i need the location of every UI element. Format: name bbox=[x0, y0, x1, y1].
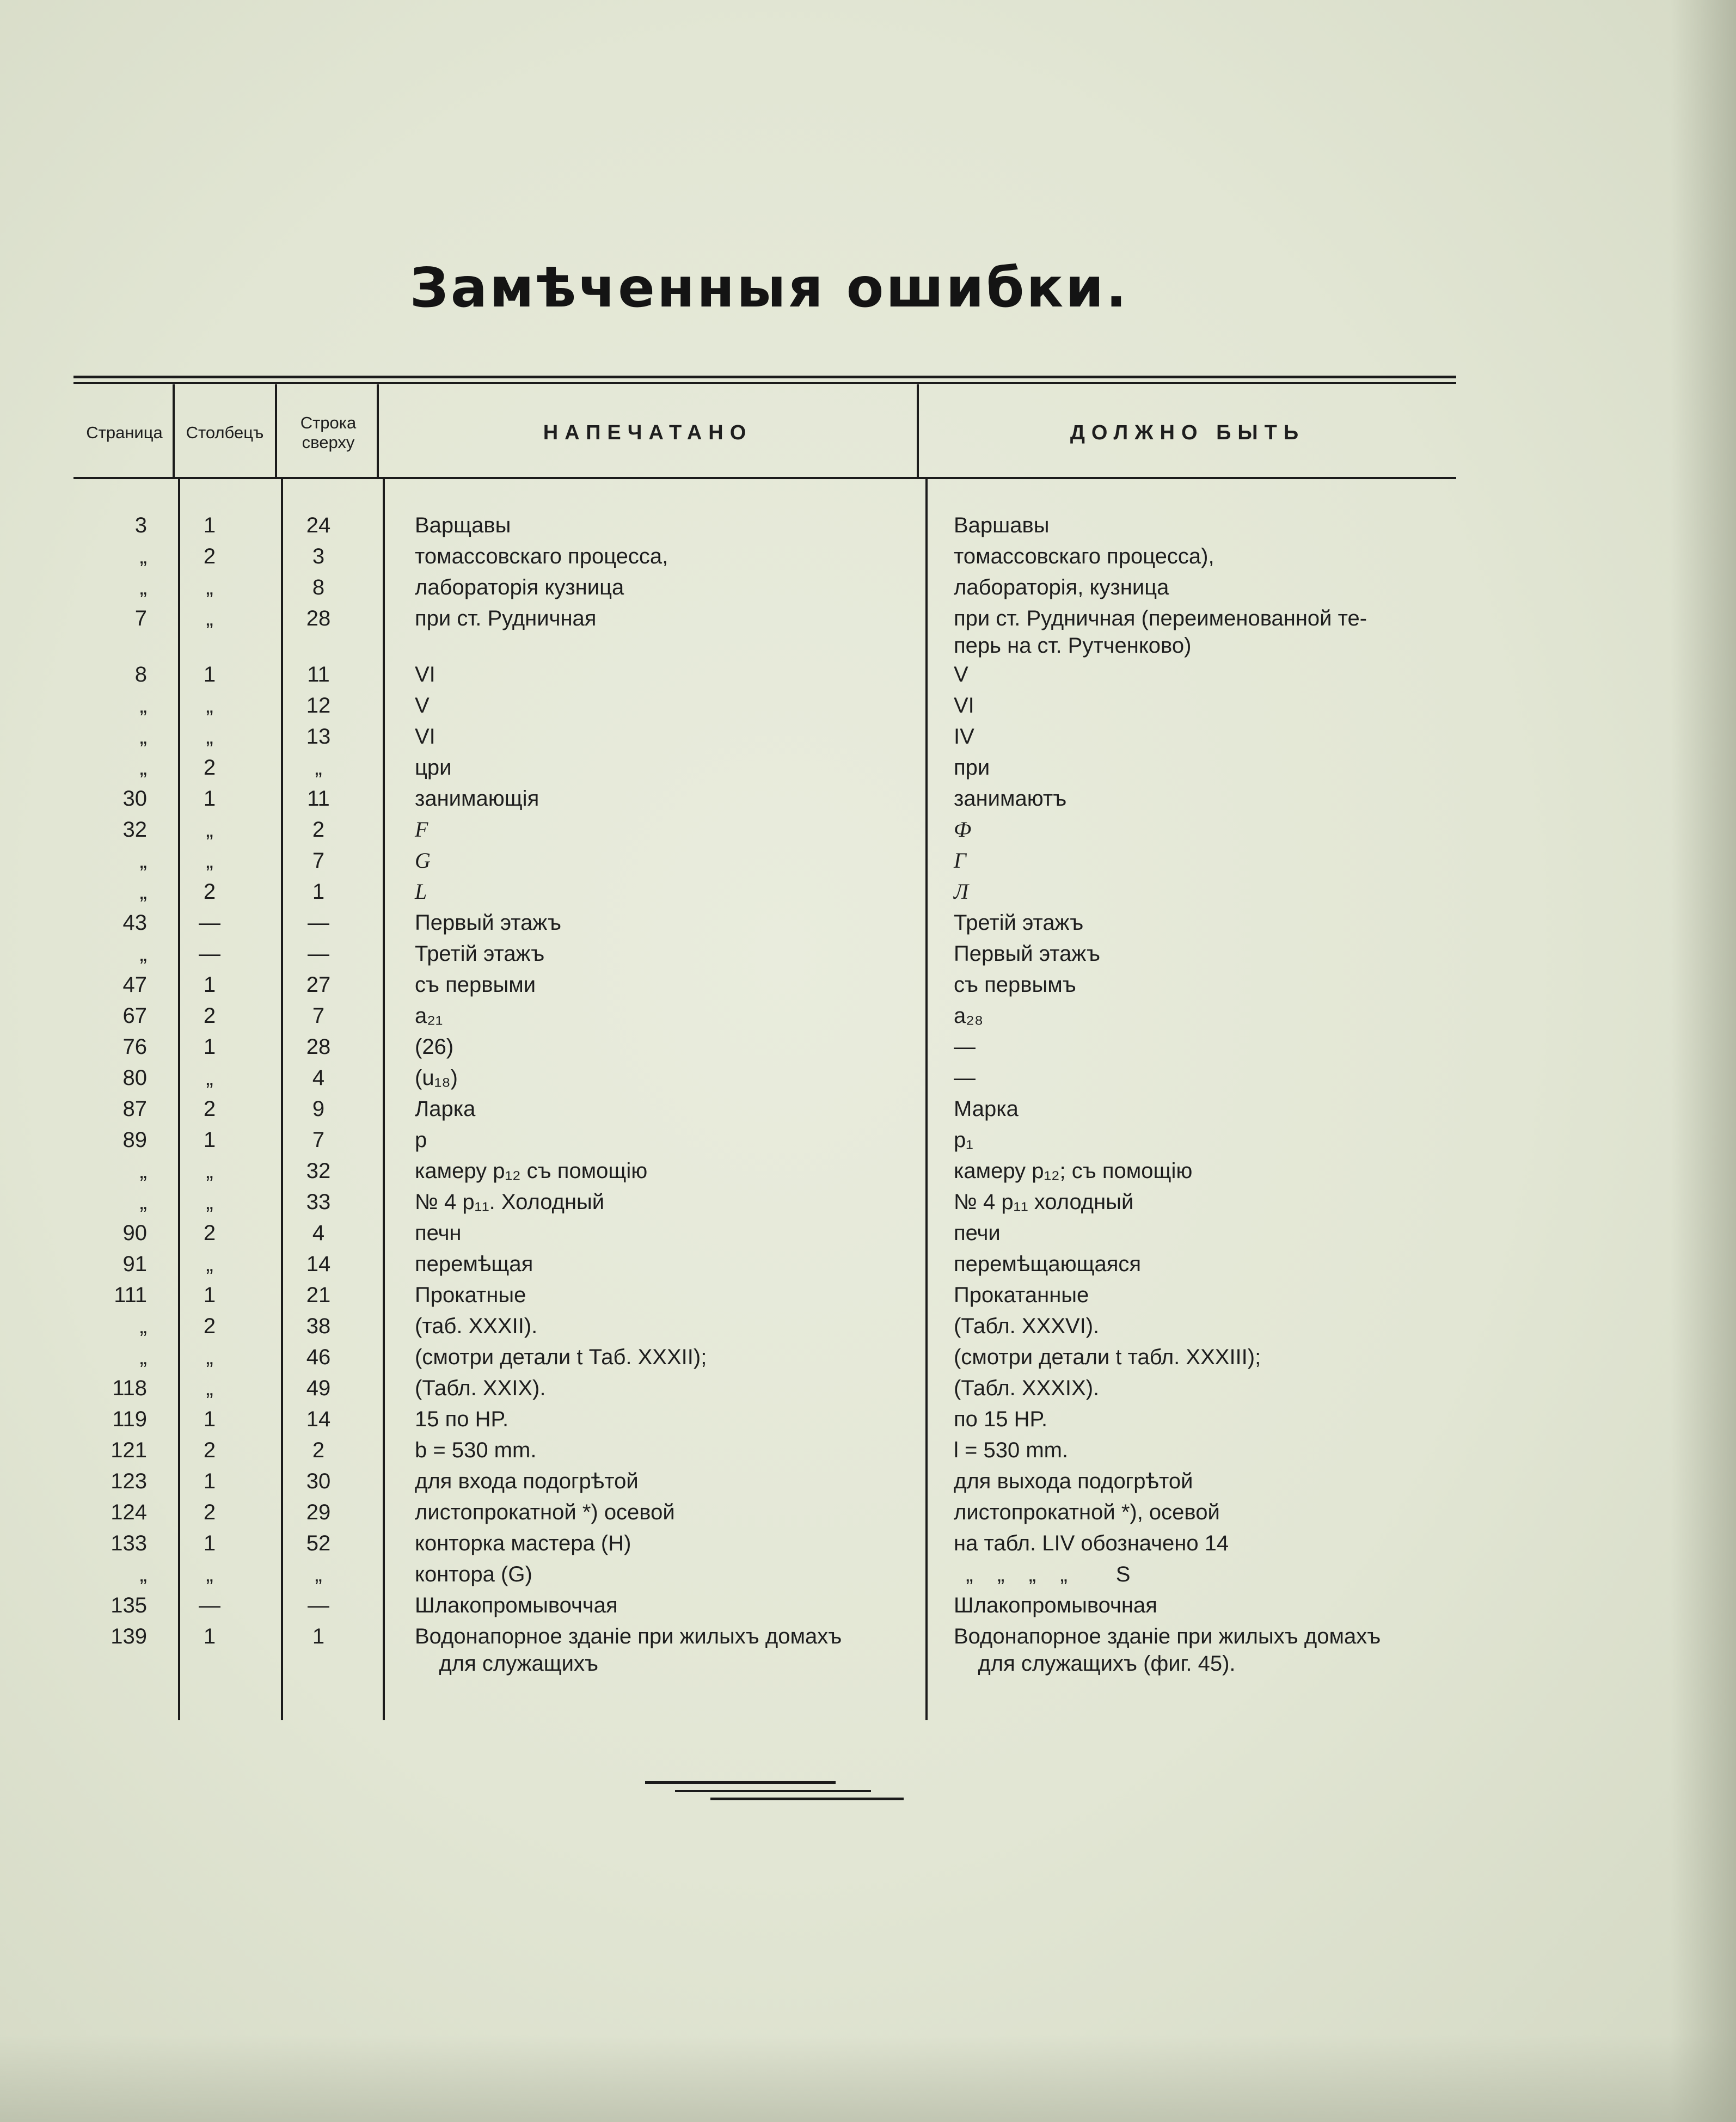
correct-text: Третій этажъ bbox=[954, 911, 1084, 935]
correct-text: Шлакопромывочная bbox=[954, 1593, 1157, 1617]
page-number: „ bbox=[139, 880, 147, 904]
printed-text: цри bbox=[415, 756, 452, 780]
printed-text: съ первыми bbox=[415, 973, 536, 997]
table-row bbox=[0, 1033, 1538, 1064]
page-number: 90 bbox=[122, 1221, 147, 1245]
line-number: „ bbox=[315, 756, 322, 780]
page-number: 32 bbox=[122, 818, 147, 842]
page-number: 80 bbox=[122, 1066, 147, 1090]
printed-text: лабораторія кузница bbox=[415, 575, 624, 599]
printed-text: для входа подогрѣтой bbox=[415, 1469, 639, 1493]
printed-text: 15 по HP. bbox=[415, 1407, 509, 1431]
page-number: 87 bbox=[122, 1097, 147, 1121]
table-row bbox=[0, 605, 1538, 665]
table-row bbox=[0, 1188, 1538, 1219]
column-number: 2 bbox=[203, 1314, 216, 1338]
header-should-be: ДОЛЖНО БЫТЬ bbox=[1070, 421, 1305, 444]
header-column: Столбецъ bbox=[186, 423, 264, 442]
printed-text: листопрокатной *) осевой bbox=[415, 1500, 675, 1524]
column-number: — bbox=[199, 911, 220, 935]
correct-text: Г bbox=[954, 848, 966, 873]
correct-text: Марка bbox=[954, 1097, 1019, 1121]
correct-text: на табл. LIV обозначено 14 bbox=[954, 1531, 1229, 1555]
column-number: 1 bbox=[203, 1469, 216, 1493]
column-number: — bbox=[199, 1593, 220, 1617]
line-number: 7 bbox=[312, 1128, 325, 1152]
printed-text: Шлакопромывоччая bbox=[415, 1593, 618, 1617]
table-row bbox=[0, 512, 1538, 543]
correct-text: „ „ „ „ S bbox=[954, 1562, 1131, 1586]
correct-text: при ст. Рудничная (переименованной те- перь на ст. Рутченково) bbox=[954, 606, 1367, 658]
column-number: 2 bbox=[203, 1004, 216, 1028]
line-number: 12 bbox=[306, 694, 331, 717]
line-number: 9 bbox=[312, 1097, 325, 1121]
page-edge-shadow bbox=[1671, 0, 1736, 2122]
table-row bbox=[0, 816, 1538, 847]
printed-text: (смотри детали t Таб. XXXII); bbox=[415, 1345, 707, 1369]
correct-text: съ первымъ bbox=[954, 973, 1076, 997]
line-number: 38 bbox=[306, 1314, 331, 1338]
correct-text: a₂₈ bbox=[954, 1004, 984, 1028]
line-number: 7 bbox=[312, 849, 325, 873]
line-number: 49 bbox=[306, 1376, 331, 1400]
column-number: 2 bbox=[203, 756, 216, 780]
line-number: 28 bbox=[306, 1035, 331, 1059]
printed-text: V bbox=[415, 694, 430, 717]
line-number: 52 bbox=[306, 1531, 331, 1555]
column-number: „ bbox=[206, 575, 213, 599]
column-number: 2 bbox=[203, 544, 216, 568]
table-row bbox=[0, 1344, 1538, 1375]
correct-text: (Табл. XXXIX). bbox=[954, 1376, 1100, 1400]
correct-text: по 15 HP. bbox=[954, 1407, 1048, 1431]
page-number: 76 bbox=[122, 1035, 147, 1059]
column-number: „ bbox=[206, 1562, 213, 1586]
correct-text: Прокатанные bbox=[954, 1283, 1089, 1307]
page-number: 121 bbox=[111, 1438, 147, 1462]
page-number: 3 bbox=[134, 513, 147, 537]
page-number: 67 bbox=[122, 1004, 147, 1028]
printed-text: Водонапорное зданіе при жилыхъ домахъ для служащихъ bbox=[415, 1624, 842, 1676]
printed-text: G bbox=[415, 848, 431, 873]
column-number: 1 bbox=[203, 1407, 216, 1431]
table-row bbox=[0, 543, 1538, 574]
page-number: 118 bbox=[112, 1376, 147, 1400]
header-page: Страница bbox=[86, 423, 163, 442]
line-number: 30 bbox=[306, 1469, 331, 1493]
printed-text: VI bbox=[415, 663, 435, 686]
table-row bbox=[0, 661, 1538, 692]
printed-text: (таб. XXXII). bbox=[415, 1314, 538, 1338]
table-row bbox=[0, 878, 1538, 909]
table-row bbox=[0, 847, 1538, 878]
line-number: 11 bbox=[307, 663, 330, 686]
column-number: 1 bbox=[203, 1128, 216, 1152]
line-number: 14 bbox=[306, 1407, 331, 1431]
line-number: 27 bbox=[306, 973, 331, 997]
line-number: 3 bbox=[312, 544, 325, 568]
correct-text: печи bbox=[954, 1221, 1001, 1245]
line-number: 13 bbox=[306, 725, 331, 749]
correct-text: VI bbox=[954, 694, 974, 717]
table-row bbox=[0, 1250, 1538, 1281]
column-number: „ bbox=[206, 1345, 213, 1369]
table-row bbox=[0, 1157, 1538, 1188]
closing-ornament-line-2 bbox=[675, 1790, 871, 1792]
table-row bbox=[0, 1499, 1538, 1530]
column-number: 1 bbox=[203, 1035, 216, 1059]
table-row bbox=[0, 1313, 1538, 1344]
table-row bbox=[0, 1219, 1538, 1250]
page-number: 123 bbox=[111, 1469, 147, 1493]
printed-text: (Табл. XXIX). bbox=[415, 1376, 546, 1400]
printed-text: (26) bbox=[415, 1035, 454, 1059]
closing-ornament-line-3 bbox=[710, 1798, 904, 1800]
page-number: „ bbox=[139, 544, 147, 568]
page-number: „ bbox=[139, 1159, 147, 1183]
correct-text: Варшавы bbox=[954, 513, 1050, 537]
correct-text: l = 530 mm. bbox=[954, 1438, 1069, 1462]
table-row bbox=[0, 971, 1538, 1002]
correct-text: IV bbox=[954, 725, 974, 749]
correct-text: занимаютъ bbox=[954, 787, 1067, 811]
correct-text: Первый этажъ bbox=[954, 942, 1100, 966]
page-number: 89 bbox=[122, 1128, 147, 1152]
line-number: — bbox=[308, 942, 329, 966]
correct-text: (Табл. XXXVI). bbox=[954, 1314, 1100, 1338]
line-number: 46 bbox=[306, 1345, 331, 1369]
table-row bbox=[0, 1561, 1538, 1592]
line-number: 29 bbox=[306, 1500, 331, 1524]
closing-ornament-line-1 bbox=[645, 1781, 836, 1784]
printed-text: № 4 p₁₁. Холодный bbox=[415, 1190, 605, 1214]
correct-text: Ф bbox=[954, 817, 972, 842]
correct-text: при bbox=[954, 756, 990, 780]
column-number: „ bbox=[206, 1252, 213, 1276]
line-number: 4 bbox=[312, 1066, 325, 1090]
page-number: 43 bbox=[122, 911, 147, 935]
printed-text: VI bbox=[415, 725, 435, 749]
correct-text: перемѣщающаяся bbox=[954, 1252, 1142, 1276]
page-number: „ bbox=[139, 942, 147, 966]
table-row bbox=[0, 574, 1538, 605]
page-title: Замѣченныя ошибки. bbox=[409, 256, 1129, 320]
column-number: 1 bbox=[203, 513, 216, 537]
printed-text: p bbox=[415, 1128, 427, 1152]
printed-text: a₂₁ bbox=[415, 1004, 443, 1028]
page-number: 133 bbox=[111, 1531, 147, 1555]
table-row bbox=[0, 785, 1538, 816]
column-number: 1 bbox=[203, 787, 216, 811]
page-number: 135 bbox=[111, 1593, 147, 1617]
column-number: 2 bbox=[203, 1500, 216, 1524]
printed-text: печн bbox=[415, 1221, 462, 1245]
column-number: „ bbox=[206, 1190, 213, 1214]
page-number: 8 bbox=[134, 663, 147, 686]
table-row bbox=[0, 1126, 1538, 1157]
page-number: 124 bbox=[111, 1500, 147, 1524]
printed-text: Третій этажъ bbox=[415, 942, 545, 966]
correct-text: томассовскаго процесса), bbox=[954, 544, 1214, 568]
page-bottom-shadow bbox=[0, 2035, 1736, 2122]
line-number: 1 bbox=[312, 880, 325, 904]
line-number: 7 bbox=[312, 1004, 325, 1028]
divider-column-line bbox=[275, 384, 277, 477]
line-number: 1 bbox=[312, 1624, 325, 1648]
top-rule-thin bbox=[73, 382, 1456, 384]
table-row bbox=[0, 1530, 1538, 1561]
column-number: 1 bbox=[203, 1283, 216, 1307]
printed-text: томассовскаго процесса, bbox=[415, 544, 668, 568]
page-number: 7 bbox=[134, 606, 147, 630]
line-number: 4 bbox=[312, 1221, 325, 1245]
line-number: 11 bbox=[307, 787, 330, 811]
correct-text: камеру p₁₂; съ помощію bbox=[954, 1159, 1193, 1183]
correct-text: — bbox=[954, 1066, 976, 1090]
correct-text: лабораторія, кузница bbox=[954, 575, 1169, 599]
page-number: 111 bbox=[114, 1283, 147, 1307]
line-number: — bbox=[308, 911, 329, 935]
page-number: 47 bbox=[122, 973, 147, 997]
printed-text: при ст. Рудничная bbox=[415, 606, 597, 630]
table-row bbox=[0, 1468, 1538, 1499]
page-number: 139 bbox=[111, 1624, 147, 1648]
table-row bbox=[0, 1002, 1538, 1033]
column-number: 1 bbox=[203, 973, 216, 997]
table-row bbox=[0, 1437, 1538, 1468]
page-number: 30 bbox=[122, 787, 147, 811]
table-row bbox=[0, 1064, 1538, 1095]
column-number: 2 bbox=[203, 880, 216, 904]
correct-text: p₁ bbox=[954, 1128, 973, 1152]
printed-text: Прокатные bbox=[415, 1283, 526, 1307]
page-number: „ bbox=[139, 575, 147, 599]
line-number: 24 bbox=[306, 513, 331, 537]
table-row bbox=[0, 1623, 1538, 1683]
table-row bbox=[0, 1406, 1538, 1437]
page-number: „ bbox=[139, 756, 147, 780]
header-printed: НАПЕЧАТАНО bbox=[543, 421, 753, 444]
printed-text: Ларка bbox=[415, 1097, 476, 1121]
printed-text: F bbox=[415, 817, 428, 842]
correct-text: для выхода подогрѣтой bbox=[954, 1469, 1193, 1493]
table-row bbox=[0, 723, 1538, 754]
line-number: 8 bbox=[312, 575, 325, 599]
line-number: — bbox=[308, 1593, 329, 1617]
line-number: 14 bbox=[306, 1252, 331, 1276]
correct-text: V bbox=[954, 663, 968, 686]
column-number: „ bbox=[206, 725, 213, 749]
table-row bbox=[0, 754, 1538, 785]
column-number: 2 bbox=[203, 1221, 216, 1245]
column-number: „ bbox=[206, 818, 213, 842]
line-number: „ bbox=[315, 1562, 322, 1586]
printed-text: камеру p₁₂ съ помощію bbox=[415, 1159, 648, 1183]
page-number: „ bbox=[139, 1345, 147, 1369]
column-number: — bbox=[199, 942, 220, 966]
table-row bbox=[0, 1281, 1538, 1313]
line-number: 28 bbox=[306, 606, 331, 630]
correct-text: листопрокатной *), осевой bbox=[954, 1500, 1220, 1524]
printed-text: контора (G) bbox=[415, 1562, 532, 1586]
column-number: „ bbox=[206, 849, 213, 873]
line-number: 32 bbox=[306, 1159, 331, 1183]
printed-text: (u₁₈) bbox=[415, 1066, 458, 1090]
line-number: 2 bbox=[312, 1438, 325, 1462]
column-number: 1 bbox=[203, 663, 216, 686]
table-row bbox=[0, 909, 1538, 940]
correct-text: — bbox=[954, 1035, 976, 1059]
table-row bbox=[0, 940, 1538, 971]
printed-text: Первый этажъ bbox=[415, 911, 561, 935]
page-number: „ bbox=[139, 725, 147, 749]
page-number: 119 bbox=[112, 1407, 147, 1431]
column-number: „ bbox=[206, 606, 213, 630]
line-number: 2 bbox=[312, 818, 325, 842]
page-number: „ bbox=[139, 1190, 147, 1214]
correct-text: № 4 p₁₁ холодный bbox=[954, 1190, 1134, 1214]
column-number: „ bbox=[206, 694, 213, 717]
correct-text: Л bbox=[954, 879, 969, 904]
table-row bbox=[0, 1375, 1538, 1406]
line-number: 33 bbox=[306, 1190, 331, 1214]
column-number: 2 bbox=[203, 1097, 216, 1121]
header-line: Строка сверху bbox=[300, 413, 357, 452]
page-number: „ bbox=[139, 694, 147, 717]
table-row bbox=[0, 1592, 1538, 1623]
top-rule-thick bbox=[73, 376, 1456, 378]
printed-text: b = 530 mm. bbox=[415, 1438, 537, 1462]
printed-text: конторка мастера (H) bbox=[415, 1531, 631, 1555]
page-number: 91 bbox=[122, 1252, 147, 1276]
correct-text: Водонапорное зданіе при жилыхъ домахъ для служащихъ (фиг. 45). bbox=[954, 1624, 1381, 1676]
page-number: „ bbox=[139, 1562, 147, 1586]
column-number: „ bbox=[206, 1376, 213, 1400]
table-row bbox=[0, 1095, 1538, 1126]
printed-text: занимающія bbox=[415, 787, 539, 811]
page-number: „ bbox=[139, 1314, 147, 1338]
printed-text: Варщавы bbox=[415, 513, 511, 537]
column-number: 1 bbox=[203, 1624, 216, 1648]
correct-text: (смотри детали t табл. XXXIII); bbox=[954, 1345, 1261, 1369]
page-number: „ bbox=[139, 849, 147, 873]
column-number: 2 bbox=[203, 1438, 216, 1462]
printed-text: перемѣщая bbox=[415, 1252, 533, 1276]
column-number: „ bbox=[206, 1159, 213, 1183]
column-number: 1 bbox=[203, 1531, 216, 1555]
table-row bbox=[0, 692, 1538, 723]
printed-text: L bbox=[415, 879, 427, 904]
line-number: 21 bbox=[306, 1283, 331, 1307]
column-number: „ bbox=[206, 1066, 213, 1090]
